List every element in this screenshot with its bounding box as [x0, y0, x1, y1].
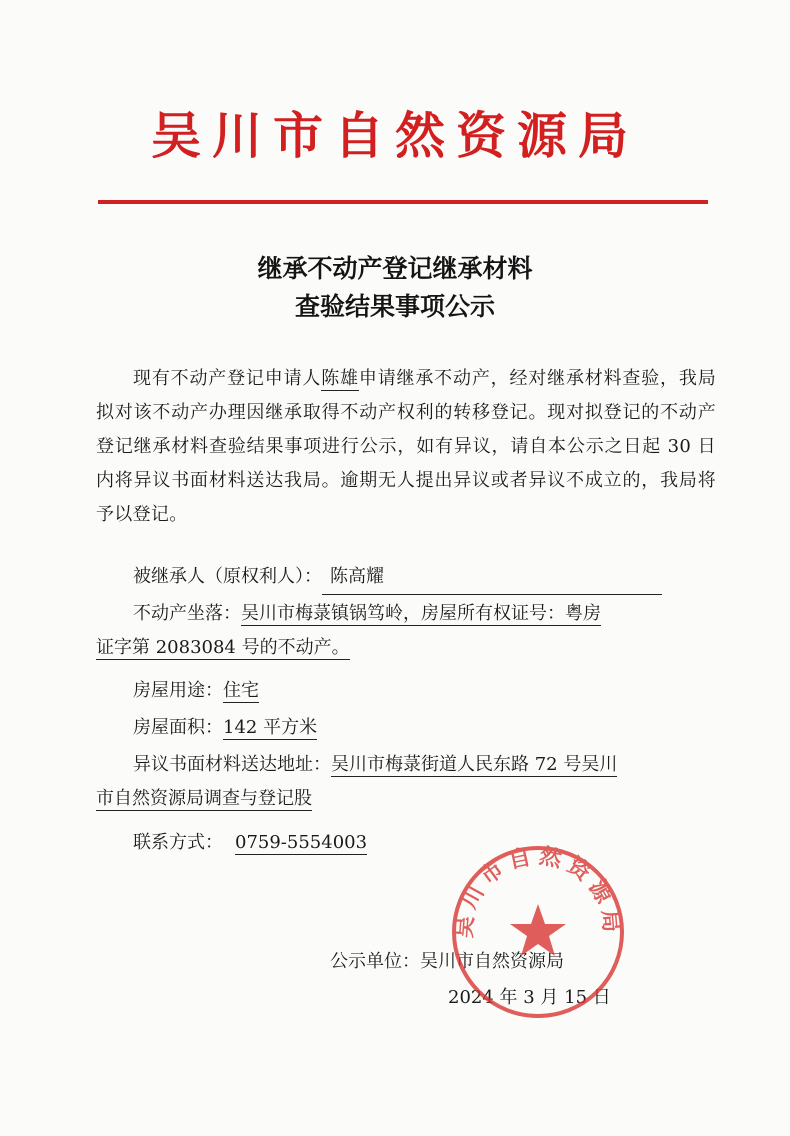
- area-label: 房屋面积：: [133, 717, 223, 738]
- objection-address-value-2: 市自然资源局调查与登记股: [96, 788, 312, 809]
- notice-paragraph: [96, 362, 716, 532]
- objection-address-line-2: [96, 782, 716, 816]
- publish-date: 2024 年 3 月 15 日: [448, 987, 611, 1008]
- seal-star-icon: [510, 904, 566, 956]
- decedent-value: 陈高耀: [330, 566, 384, 587]
- publisher-name: 吴川市自然资源局: [420, 951, 564, 972]
- paragraph-part-2: 申请继承不动产，经对继承材料查验，我局拟对该不动产办理因继承取得不动产权利的转移登记。现对拟登记的不动产登记继承材料查验结果事项进行公示，如有异议，请自本公示之日起 30 日内将异议书面材料送达我局。逾期无人提出异议或者异议不成立的，我局将予以登记。: [96, 368, 717, 525]
- letterhead-agency-name: 吴川市自然资源局: [151, 107, 639, 165]
- letterhead-red-rule: [98, 200, 708, 204]
- applicant-name: 陈雄: [321, 368, 359, 389]
- location-value-1: 吴川市梅菉镇锅笃岭，房屋所有权证号：粤房: [241, 603, 601, 624]
- seal-text: 吴川市自然资源局: [452, 843, 624, 940]
- notice-body: [96, 362, 716, 532]
- area-value: 142 平方米: [223, 717, 318, 738]
- objection-address-line-1: [96, 748, 716, 782]
- usage-label: 房屋用途：: [133, 680, 223, 701]
- contact-value: 0759-5554003: [235, 832, 368, 853]
- usage-field: [96, 674, 259, 708]
- location-line-1: [96, 597, 716, 631]
- location-field: [96, 597, 716, 665]
- contact-label: 联系方式：: [133, 832, 223, 853]
- area-field: [96, 711, 317, 745]
- usage-value: 住宅: [223, 680, 259, 701]
- objection-address-value-1: 吴川市梅菉街道人民东路 72 号吴川: [331, 754, 618, 775]
- title-line-2: 查验结果事项公示: [294, 292, 495, 321]
- location-label: 不动产坐落：: [133, 603, 241, 624]
- title-line-1: 继承不动产登记继承材料: [257, 254, 533, 283]
- objection-address-label: 异议书面材料送达地址：: [133, 754, 331, 775]
- location-line-2: [96, 631, 716, 665]
- contact-field: [96, 826, 367, 860]
- decedent-label: 被继承人（原权利人）：: [133, 566, 322, 587]
- paragraph-part-1: 现有不动产登记申请人: [133, 368, 322, 389]
- location-value-2: 证字第 2083084 号的不动产。: [96, 637, 350, 658]
- decedent-underline: [322, 560, 662, 595]
- official-seal-stamp: [448, 842, 628, 1022]
- publisher-label: 公示单位：: [330, 951, 420, 972]
- decedent-field: [96, 560, 662, 595]
- objection-address-field: [96, 748, 716, 816]
- document-title: [0, 250, 790, 326]
